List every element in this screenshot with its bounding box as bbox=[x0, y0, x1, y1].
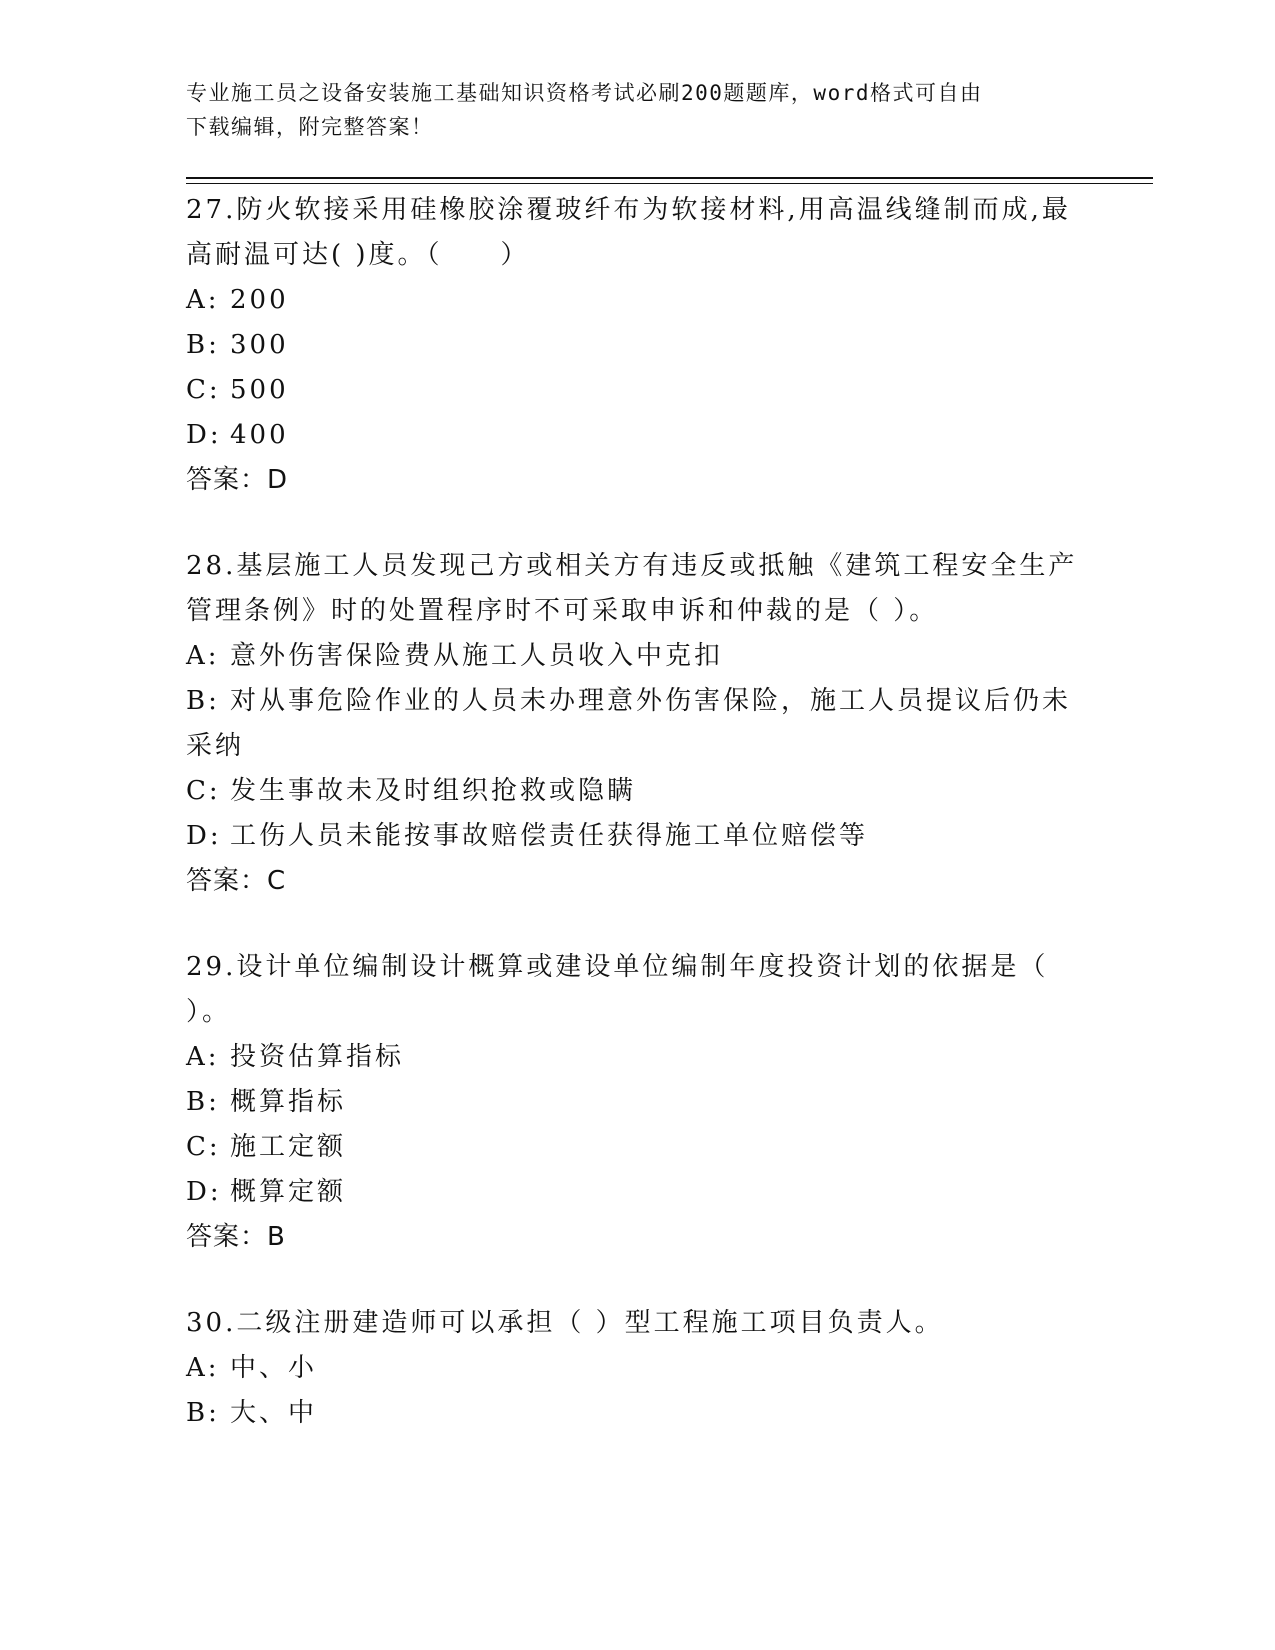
header-line-1: 专业施工员之设备安装施工基础知识资格考试必刷200题题库，word格式可自由 bbox=[186, 81, 983, 105]
option-key: D: bbox=[186, 821, 222, 851]
answer-line: 答案：C bbox=[186, 866, 287, 896]
option-text: 500 bbox=[230, 375, 289, 405]
option-key: A: bbox=[186, 1353, 220, 1383]
option-b bbox=[186, 323, 1086, 368]
option-text: 大、中 bbox=[230, 1398, 318, 1428]
option-text: 300 bbox=[230, 330, 289, 360]
option-text-continued: 采纳 bbox=[186, 731, 245, 761]
option-a bbox=[186, 1035, 1086, 1080]
question-stem-line-2: 管理条例》时的处置程序时不可采取申诉和仲裁的是（ ）。 bbox=[186, 596, 939, 626]
option-key: B: bbox=[186, 686, 220, 716]
option-text: 工伤人员未能按事故赔偿责任获得施工单位赔偿等 bbox=[230, 821, 869, 851]
option-key: D: bbox=[186, 420, 222, 450]
option-key: C: bbox=[186, 375, 221, 405]
header-divider-thin bbox=[186, 183, 1153, 184]
option-a bbox=[186, 1346, 1086, 1391]
option-key: A: bbox=[186, 641, 220, 671]
option-text: 概算指标 bbox=[230, 1087, 347, 1117]
option-text: 发生事故未及时组织抢救或隐瞒 bbox=[230, 776, 637, 806]
option-key: C: bbox=[186, 1132, 221, 1162]
question-27 bbox=[186, 188, 1086, 503]
option-text: 400 bbox=[230, 420, 289, 450]
option-text: 投资估算指标 bbox=[230, 1042, 405, 1072]
option-key: B: bbox=[186, 330, 220, 360]
option-key: B: bbox=[186, 1087, 220, 1117]
option-d bbox=[186, 814, 1086, 859]
question-stem-line-1: 29.设计单位编制设计概算或建设单位编制年度投资计划的依据是（ bbox=[186, 952, 1049, 982]
option-key: D: bbox=[186, 1177, 222, 1207]
option-text: 概算定额 bbox=[230, 1177, 347, 1207]
option-key: B: bbox=[186, 1398, 220, 1428]
question-stem-line-1: 28.基层施工人员发现己方或相关方有违反或抵触《建筑工程安全生产 bbox=[186, 551, 1078, 581]
option-text: 意外伤害保险费从施工人员收入中克扣 bbox=[230, 641, 724, 671]
header-divider-thick bbox=[186, 177, 1153, 179]
question-stem bbox=[186, 945, 1086, 1035]
option-text: 对从事危险作业的人员未办理意外伤害保险，施工人员提议后仍未 bbox=[230, 686, 1072, 716]
question-stem bbox=[186, 1301, 1086, 1346]
question-stem bbox=[186, 544, 1086, 634]
option-text: 施工定额 bbox=[230, 1132, 347, 1162]
question-29 bbox=[186, 945, 1086, 1260]
option-key: A: bbox=[186, 1042, 220, 1072]
option-d bbox=[186, 1170, 1086, 1215]
option-key: A: bbox=[186, 285, 220, 315]
question-stem-line-2: 高耐温可达( )度。（ ） bbox=[186, 240, 530, 270]
question-stem-line-1: 27.防火软接采用硅橡胶涂覆玻纤布为软接材料,用高温线缝制而成,最 bbox=[186, 195, 1071, 225]
option-b bbox=[186, 679, 1086, 769]
question-28 bbox=[186, 544, 1086, 904]
option-c bbox=[186, 1125, 1086, 1170]
option-a bbox=[186, 634, 1086, 679]
option-c bbox=[186, 769, 1086, 814]
answer-line: 答案：D bbox=[186, 465, 289, 495]
document-header bbox=[186, 76, 1066, 144]
option-text: 200 bbox=[230, 285, 289, 315]
option-b bbox=[186, 1080, 1086, 1125]
option-d bbox=[186, 413, 1086, 458]
option-key: C: bbox=[186, 776, 221, 806]
question-stem-line-2: ）。 bbox=[186, 997, 232, 1027]
header-line-2: 下载编辑，附完整答案！ bbox=[186, 115, 434, 139]
question-list bbox=[186, 188, 1086, 1477]
option-a bbox=[186, 278, 1086, 323]
option-text: 中、小 bbox=[230, 1353, 318, 1383]
question-stem bbox=[186, 188, 1086, 278]
answer-line: 答案：B bbox=[186, 1222, 286, 1252]
option-c bbox=[186, 368, 1086, 413]
option-b bbox=[186, 1391, 1086, 1436]
question-30 bbox=[186, 1301, 1086, 1436]
question-stem-line-1: 30.二级注册建造师可以承担（ ）型工程施工项目负责人。 bbox=[186, 1308, 944, 1338]
